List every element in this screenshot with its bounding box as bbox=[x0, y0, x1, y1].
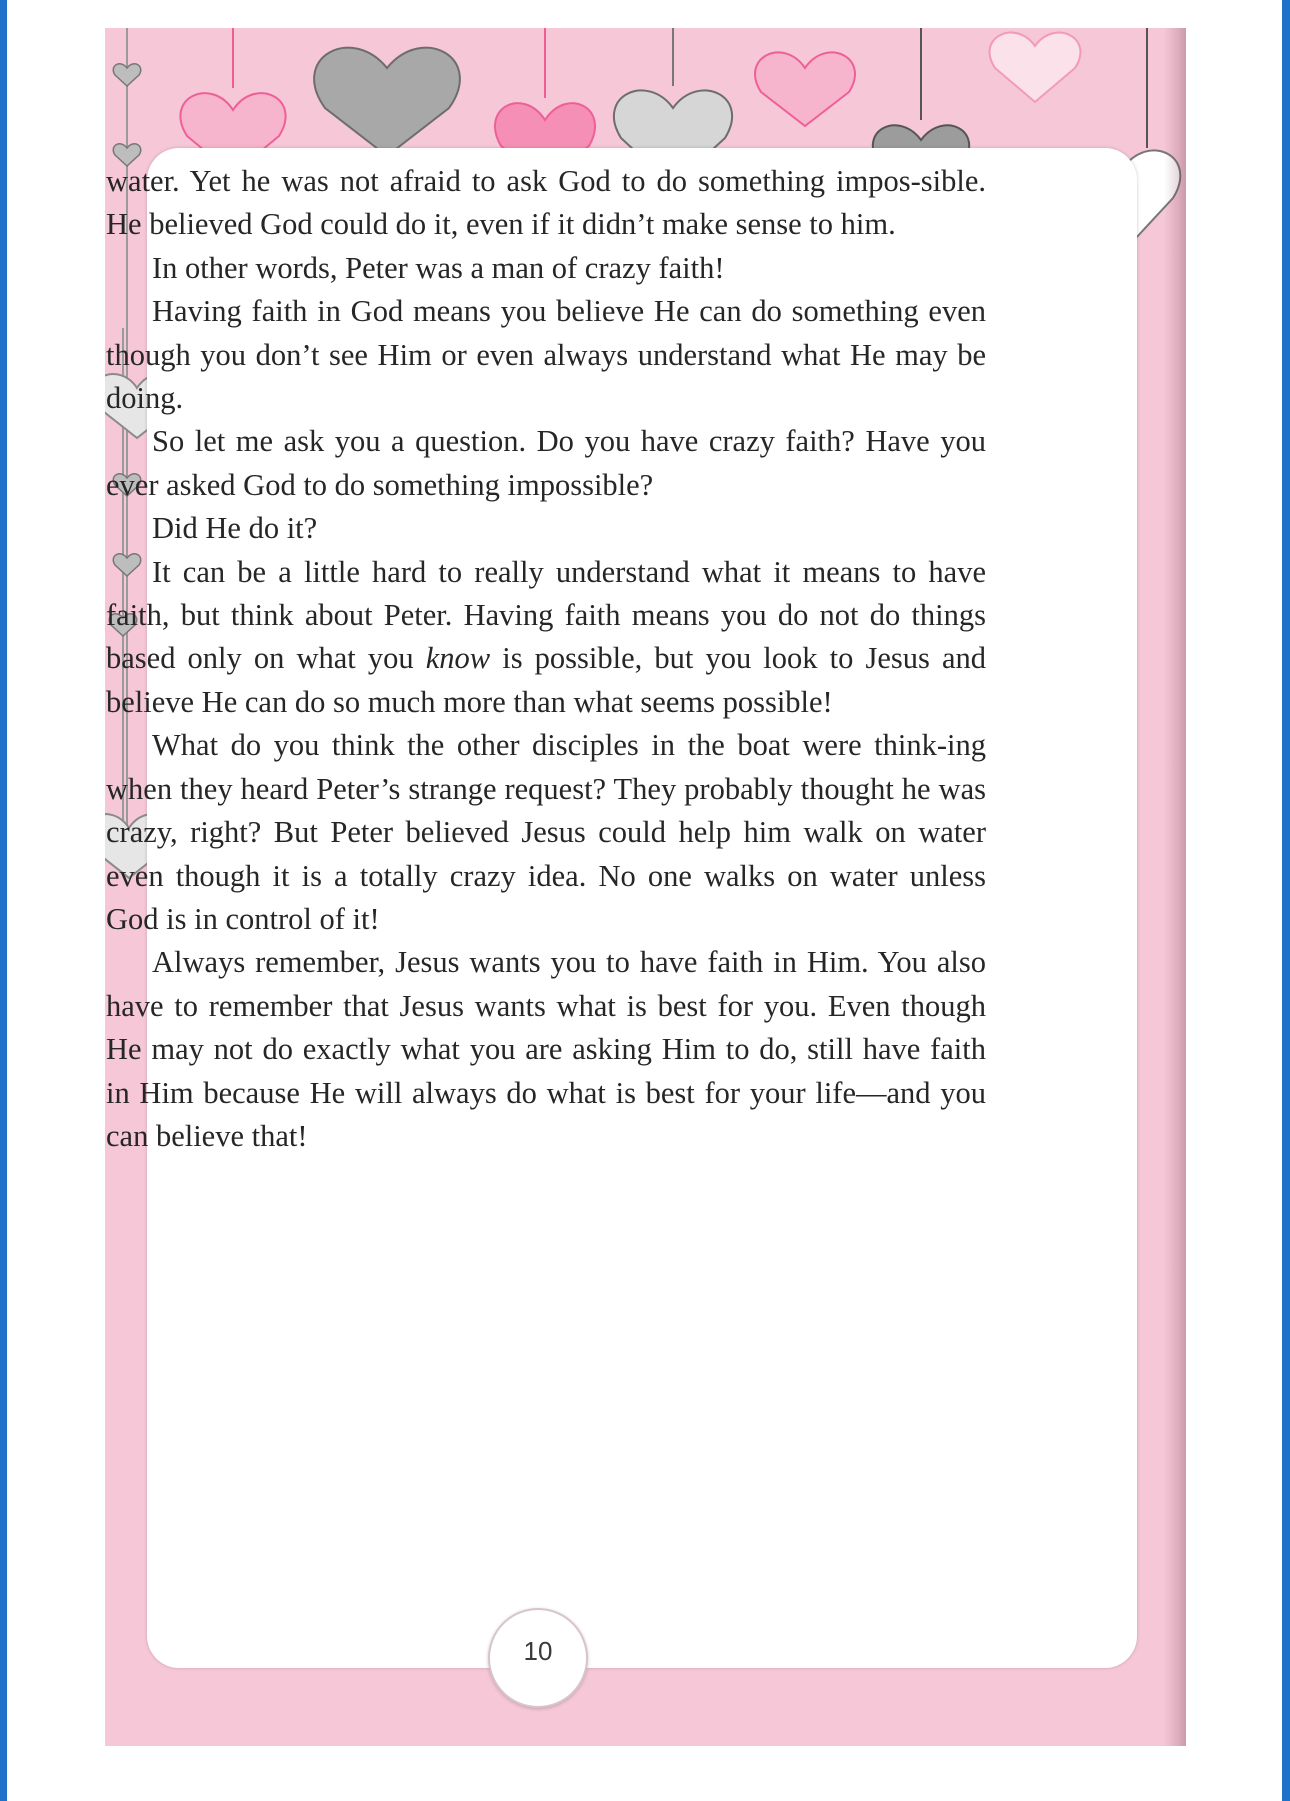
paragraph-text: Did He do it? bbox=[152, 511, 318, 546]
paragraph-text: water. Yet he was not afraid to ask God to do something impos-sible. He believed God could do it, even if it didn’t make sense to him. bbox=[106, 164, 986, 242]
heart-icon bbox=[314, 48, 460, 156]
paragraph-text: It can be a little hard to really understand what it means to have faith, but think about Peter. Having faith means you do not do things based only on what you bbox=[106, 554, 986, 676]
paragraph bbox=[106, 160, 986, 247]
heart-icon bbox=[755, 52, 855, 126]
paragraph-text: So let me ask you a question. Do you have crazy faith? Have you ever asked God to do something impossible? bbox=[106, 424, 986, 502]
frame-border-right bbox=[1282, 0, 1290, 1801]
heart-icon bbox=[990, 33, 1081, 102]
paragraph bbox=[106, 420, 986, 507]
paragraph-text: is possible, but you look to Jesus and believe He can do so much more than what seems possible! bbox=[106, 641, 986, 719]
paragraph bbox=[106, 551, 986, 725]
paragraph-text: In other words, Peter was a man of crazy faith! bbox=[152, 250, 725, 285]
frame-border-left bbox=[0, 0, 7, 1801]
paragraph-text: Having faith in God means you believe He can do something even though you don’t see Him or even always understand what He may be doing. bbox=[106, 294, 986, 416]
paragraph bbox=[106, 724, 986, 941]
paragraph-text: What do you think the other disciples in the boat were think-ing when they heard Peter’s strange request? They probably thought he was crazy, right? But Peter believed Jesus could help him walk on water even though it is a totally crazy idea. No one walks on water unless God is in control of it! bbox=[106, 728, 986, 936]
body-text bbox=[106, 160, 986, 1158]
heart-icon bbox=[113, 64, 140, 86]
emphasis: know bbox=[425, 641, 491, 676]
paragraph bbox=[106, 941, 986, 1158]
paragraph bbox=[106, 290, 986, 420]
page-curl-shadow bbox=[1164, 28, 1186, 1746]
paragraph-text: Always remember, Jesus wants you to have faith in Him. You also have to remember that Jesus wants what is best for you. Even though He may not do exactly what you are asking Him to do, still have faith in Him because He will always do what is best for your life—and you can believe that! bbox=[106, 945, 986, 1153]
page-number: 10 bbox=[523, 1636, 553, 1666]
paragraph bbox=[106, 507, 986, 550]
paragraph bbox=[106, 247, 986, 290]
